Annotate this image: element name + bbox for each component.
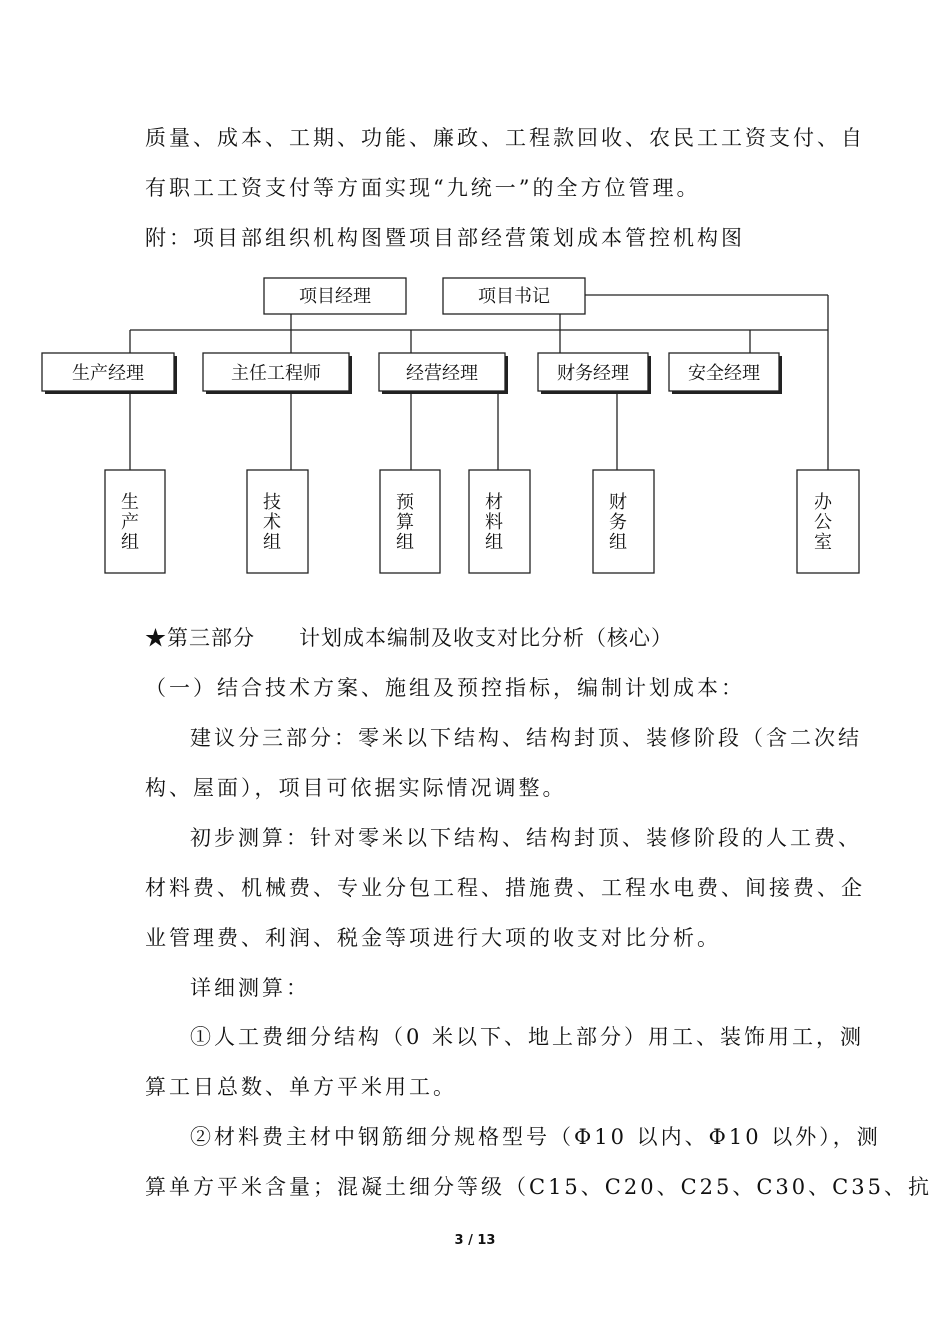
group-budget-char: 预 — [396, 492, 414, 513]
subheading-1: （一）结合技术方案、施组及预控指标，编制计划成本： — [145, 676, 745, 700]
para-2-line-1: 初步测算：针对零米以下结构、结构封顶、装修阶段的人工费、 — [190, 826, 862, 850]
org-chart — [0, 270, 950, 590]
group-materials-char: 料 — [485, 512, 503, 533]
label-project-manager: 项目经理 — [299, 286, 371, 307]
group-finance-char: 财 — [609, 492, 627, 513]
para-3: 详细测算： — [190, 976, 310, 1000]
group-production-char: 产 — [121, 512, 139, 533]
para-1-line-1: 建议分三部分：零米以下结构、结构封顶、装修阶段（含二次结 — [190, 726, 862, 750]
label-safety-manager: 安全经理 — [688, 363, 760, 384]
para-5-line-2: 算单方平米含量；混凝土细分等级（C15、C20、C25、C30、C35、抗 — [145, 1175, 932, 1199]
para-4-line-1: ①人工费细分结构（0 米以下、地上部分）用工、装饰用工，测 — [190, 1025, 865, 1049]
section-heading: ★第三部分 计划成本编制及收支对比分析（核心） — [145, 626, 673, 650]
appendix-caption: 附：项目部组织机构图暨项目部经营策划成本管控机构图 — [145, 226, 745, 250]
intro-line-2: 有职工工资支付等方面实现“九统一”的全方位管理。 — [145, 176, 701, 200]
group-budget-char: 组 — [396, 532, 414, 553]
label-operations-manager: 经营经理 — [406, 363, 478, 384]
para-2-line-3: 业管理费、利润、税金等项进行大项的收支对比分析。 — [145, 926, 721, 950]
group-finance-char: 务 — [609, 512, 627, 533]
group-production-char: 生 — [121, 492, 139, 513]
group-finance-char: 组 — [609, 532, 627, 553]
group-office-char: 公 — [814, 512, 832, 533]
page-number: 3 / 13 — [454, 1233, 496, 1248]
para-4-line-2: 算工日总数、单方平米用工。 — [145, 1075, 457, 1099]
group-technical-char: 技 — [263, 492, 281, 513]
group-technical-char: 组 — [263, 532, 281, 553]
group-budget-char: 算 — [396, 512, 414, 533]
para-2-line-2: 材料费、机械费、专业分包工程、措施费、工程水电费、间接费、企 — [145, 876, 865, 900]
group-technical-char: 术 — [263, 512, 281, 533]
group-materials-char: 材 — [485, 492, 503, 513]
group-production-char: 组 — [121, 532, 139, 553]
label-finance-manager: 财务经理 — [557, 363, 629, 384]
para-1-line-2: 构、屋面），项目可依据实际情况调整。 — [145, 776, 567, 800]
label-chief-engineer: 主任工程师 — [231, 363, 321, 384]
label-project-secretary: 项目书记 — [478, 286, 550, 307]
group-office-char: 室 — [814, 532, 832, 553]
label-production-manager: 生产经理 — [72, 363, 144, 384]
group-office-char: 办 — [814, 492, 832, 513]
intro-line-1: 质量、成本、工期、功能、廉政、工程款回收、农民工工资支付、自 — [145, 126, 865, 150]
group-materials-char: 组 — [485, 532, 503, 553]
para-5-line-1: ②材料费主材中钢筋细分规格型号（Φ10 以内、Φ10 以外），测 — [190, 1125, 881, 1149]
